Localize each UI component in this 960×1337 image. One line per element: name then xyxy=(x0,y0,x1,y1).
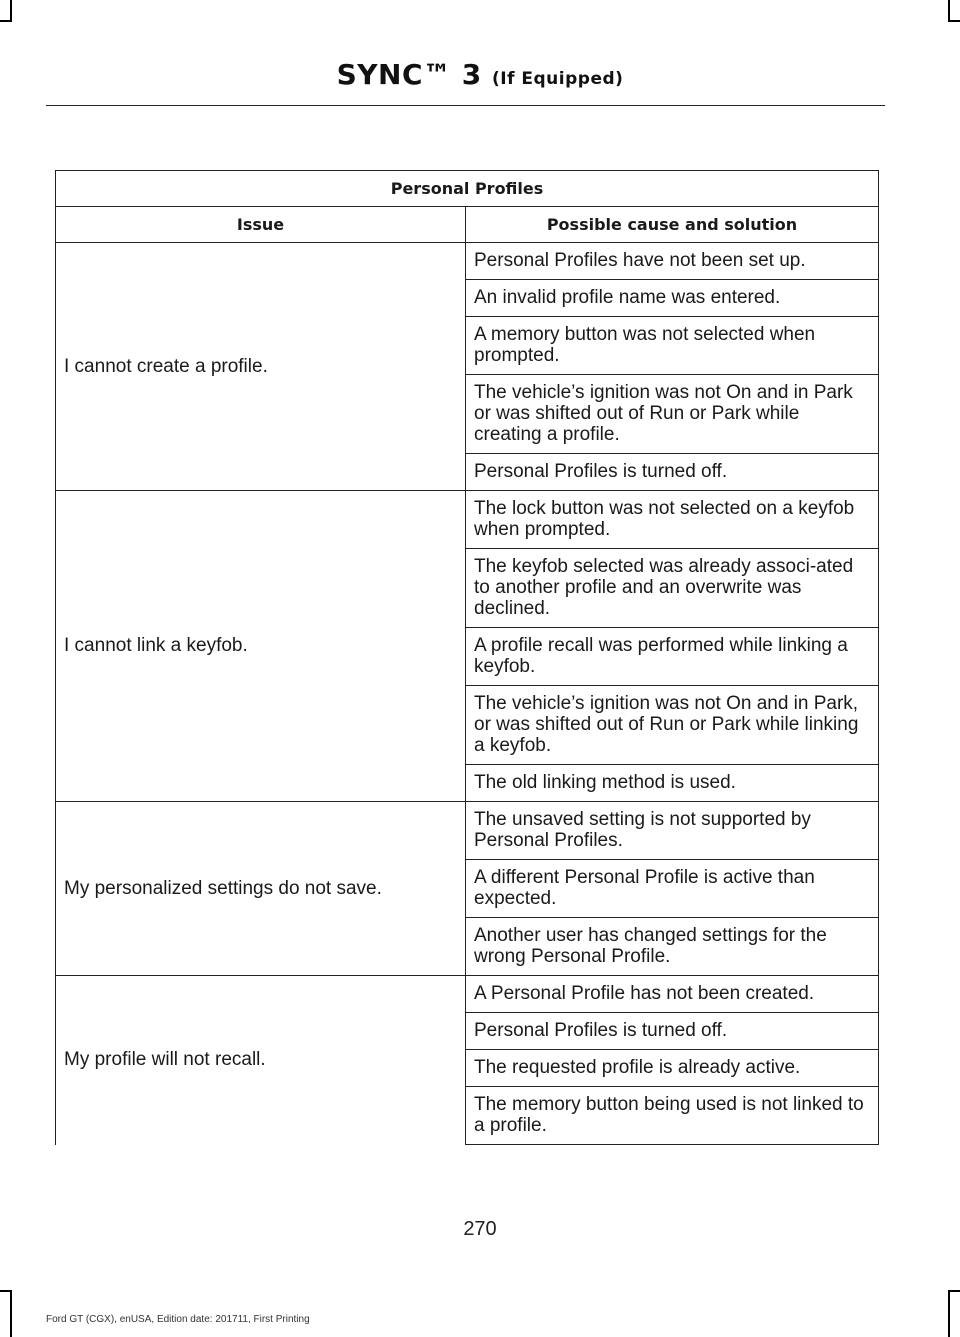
cause-cell: A memory button was not selected when prompted. xyxy=(466,317,879,375)
cause-cell: A profile recall was performed while linking a keyfob. xyxy=(466,628,879,686)
cause-cell: The vehicle’s ignition was not On and in Park, or was shifted out of Run or Park while linking a keyfob. xyxy=(466,686,879,765)
crop-mark xyxy=(948,1290,950,1337)
cause-cell: An invalid profile name was entered. xyxy=(466,280,879,317)
column-header-issue: Issue xyxy=(56,207,466,243)
issue-cell: My personalized settings do not save. xyxy=(56,802,466,976)
table-row xyxy=(56,243,879,280)
cause-cell: Personal Profiles is turned off. xyxy=(466,454,879,491)
cause-cell: The requested profile is already active. xyxy=(466,1050,879,1087)
issue-cell: My profile will not recall. xyxy=(56,976,466,1145)
header-divider xyxy=(46,105,885,106)
issue-cell: I cannot link a keyfob. xyxy=(56,491,466,802)
crop-mark xyxy=(948,0,950,22)
header-subtitle: (If Equipped) xyxy=(491,69,624,89)
cause-cell: The lock button was not selected on a keyfob when prompted. xyxy=(466,491,879,549)
cause-cell: The memory button being used is not linked to a profile. xyxy=(466,1087,879,1145)
cause-cell: The unsaved setting is not supported by Personal Profiles. xyxy=(466,802,879,860)
cause-cell: The vehicle’s ignition was not On and in Park or was shifted out of Run or Park while creating a profile. xyxy=(466,375,879,454)
personal-profiles-table-container xyxy=(55,170,878,1145)
table-row xyxy=(56,976,879,1013)
header-title: SYNC™ 3 xyxy=(336,58,482,91)
cause-cell: Personal Profiles have not been set up. xyxy=(466,243,879,280)
footer-edition-info: Ford GT (CGX), enUSA, Edition date: 201711, First Printing xyxy=(46,1314,310,1325)
crop-mark xyxy=(0,20,12,22)
crop-mark xyxy=(948,1290,960,1292)
page-number: 270 xyxy=(463,1218,497,1240)
crop-mark xyxy=(948,20,960,22)
page-header xyxy=(0,58,960,91)
cause-cell: A Personal Profile has not been created. xyxy=(466,976,879,1013)
crop-mark xyxy=(10,0,12,22)
column-header-cause: Possible cause and solution xyxy=(466,207,879,243)
cause-cell: The old linking method is used. xyxy=(466,765,879,802)
crop-mark xyxy=(10,1290,12,1337)
issue-cell: I cannot create a profile. xyxy=(56,243,466,491)
personal-profiles-table xyxy=(55,170,879,1145)
crop-mark xyxy=(0,1290,12,1292)
cause-cell: Personal Profiles is turned off. xyxy=(466,1013,879,1050)
cause-cell: Another user has changed settings for the wrong Personal Profile. xyxy=(466,918,879,976)
cause-cell: The keyfob selected was already associ-ated to another profile and an overwrite was declined. xyxy=(466,549,879,628)
table-row xyxy=(56,491,879,549)
table-caption: Personal Profiles xyxy=(56,171,879,207)
cause-cell: A different Personal Profile is active than expected. xyxy=(466,860,879,918)
table-row xyxy=(56,802,879,860)
